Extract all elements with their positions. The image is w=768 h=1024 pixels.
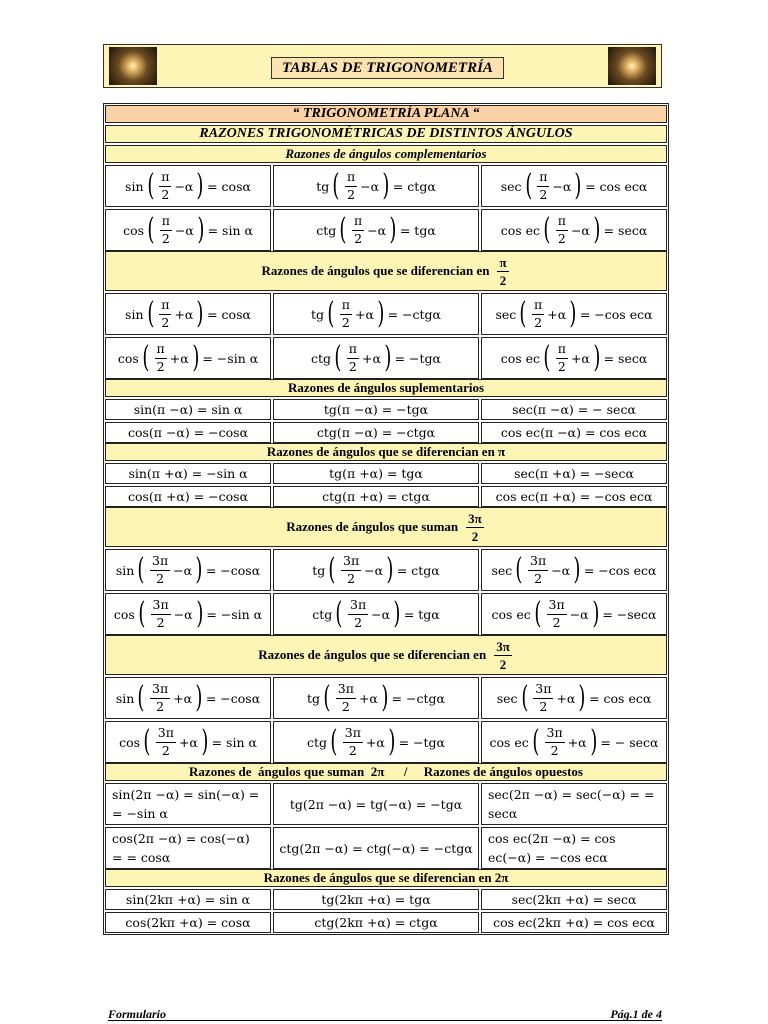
formula-group-supplementary <box>105 399 667 443</box>
function-name: tg <box>307 690 321 706</box>
footer-rule <box>108 1020 662 1021</box>
formula-result: = ctgα <box>392 178 436 194</box>
formula-row <box>105 209 667 251</box>
formula-cell: cos ec ( $\frac{\pi}{2}$ +α ) = secα <box>481 337 667 379</box>
formula-cell: sin ( $\frac{\pi}{2}$ +α ) = cosα <box>105 293 271 335</box>
formula-result: = tgα <box>403 606 440 622</box>
formula-cell: sin ( $\frac{3\pi}{2}$ +α ) = −cosα <box>105 677 271 719</box>
three-pi-half-fraction: $\frac{3\pi}{2}$ <box>468 510 482 544</box>
formula-cell: cos ( $\frac{3\pi}{2}$ −α ) = −sin α <box>105 593 271 635</box>
function-name: cos <box>123 222 145 238</box>
formula-cell: cos ec ( $\frac{3\pi}{2}$ −α ) = −secα <box>481 593 667 635</box>
angle-fraction: $\frac{\pi}{2}$ <box>348 341 357 374</box>
function-name: cos ec <box>489 734 529 750</box>
formula-cell: cos(2kπ +α) = cosα <box>105 912 271 933</box>
function-name: tg <box>311 306 325 322</box>
formula-cell: cos ( $\frac{3\pi}{2}$ +α ) = sin α <box>105 721 271 763</box>
angle-fraction: $\frac{3\pi}{2}$ <box>157 725 174 758</box>
formula-row <box>105 463 667 484</box>
angle-fraction: $\frac{3\pi}{2}$ <box>337 681 354 714</box>
formula-row <box>105 422 667 443</box>
section-sum-3pi-half <box>105 507 667 547</box>
formula-cell: cos ( $\frac{\pi}{2}$ +α ) = −sin α <box>105 337 271 379</box>
angle-fraction: $\frac{3\pi}{2}$ <box>344 725 361 758</box>
formula-cell: cos ec ( $\frac{\pi}{2}$ −α ) = secα <box>481 209 667 251</box>
formula-cell: cos ( $\frac{\pi}{2}$ −α ) = sin α <box>105 209 271 251</box>
formula-row <box>105 721 667 763</box>
formula-group-sum-2pi <box>105 783 667 869</box>
formula-cell: ctg(2π −α) = ctg(−α) = −ctgα <box>273 827 479 869</box>
function-name: cos <box>119 734 141 750</box>
function-name: ctg <box>307 734 328 750</box>
formula-cell: sin(π −α) = sin α <box>105 399 271 420</box>
angle-fraction: $\frac{\pi}{2}$ <box>161 297 170 330</box>
formula-cell: tg ( $\frac{3\pi}{2}$ +α ) = −ctgα <box>273 677 479 719</box>
function-name: sec <box>496 690 518 706</box>
formula-group-differ-2pi <box>105 889 667 933</box>
section-differ-3pi-half <box>105 635 667 675</box>
angle-fraction: $\frac{\pi}{2}$ <box>534 297 543 330</box>
formula-row <box>105 486 667 507</box>
formula-group-complementary <box>105 165 667 251</box>
formula-cell: sin ( $\frac{\pi}{2}$ −α ) = cosα <box>105 165 271 207</box>
formula-result: = −cos ecα <box>583 562 657 578</box>
formula-cell: sin ( $\frac{3\pi}{2}$ −α ) = −cosα <box>105 549 271 591</box>
function-name: ctg <box>316 222 337 238</box>
section-differ-pi-half <box>105 251 667 291</box>
formula-cell: tg ( $\frac{\pi}{2}$ −α ) = ctgα <box>273 165 479 207</box>
formula-result: = −ctgα <box>391 690 445 706</box>
formula-cell: sec(π −α) = − secα <box>481 399 667 420</box>
formula-result: = tgα <box>399 222 436 238</box>
formula-cell: tg(2kπ +α) = tgα <box>273 889 479 910</box>
function-name: cos <box>113 606 135 622</box>
formula-cell: cos ec(π +α) = −cos ecα <box>481 486 667 507</box>
function-name: tg <box>316 178 330 194</box>
formula-result: = −cosα <box>205 562 261 578</box>
formula-result: = cosα <box>207 178 251 194</box>
angle-fraction: $\frac{\pi}{2}$ <box>353 213 363 246</box>
formula-cell: cos(2π −α) = cos(−α) = = cosα <box>105 827 271 869</box>
formula-cell: ctg ( $\frac{\pi}{2}$ +α ) = −tgα <box>273 337 479 379</box>
formula-cell: sec(π +α) = −secα <box>481 463 667 484</box>
section-differ-2pi: Razones de ángulos que se diferencian en 2π <box>105 869 667 887</box>
function-name: cos ec <box>500 222 541 238</box>
fireworks-image-left <box>109 47 157 85</box>
formula-result: = −secα <box>602 606 657 622</box>
formula-cell: sec(2kπ +α) = secα <box>481 889 667 910</box>
angle-fraction: $\frac{3\pi}{2}$ <box>350 597 367 630</box>
formula-cell: tg(2π −α) = tg(−α) = −tgα <box>273 783 479 825</box>
fireworks-image-right <box>608 47 656 85</box>
formula-row <box>105 165 667 207</box>
formula-cell: ctg(π −α) = −ctgα <box>273 422 479 443</box>
formula-cell: tg(π −α) = −tgα <box>273 399 479 420</box>
three-pi-half-fraction: $\frac{3\pi}{2}$ <box>496 638 510 672</box>
formula-row <box>105 677 667 719</box>
angle-fraction: $\frac{3\pi}{2}$ <box>343 553 360 586</box>
formula-result: = −sin α <box>202 350 259 366</box>
function-name: sin <box>115 562 135 578</box>
formula-result: = −cos ecα <box>579 306 653 322</box>
formula-result: = − secα <box>600 734 659 750</box>
formula-cell: tg(π +α) = tgα <box>273 463 479 484</box>
formula-cell: cos ec ( $\frac{3\pi}{2}$ +α ) = − secα <box>481 721 667 763</box>
angle-fraction: $\frac{\pi}{2}$ <box>161 169 170 202</box>
formula-result: = cos ecα <box>585 178 648 194</box>
formula-row <box>105 293 667 335</box>
function-name: sin <box>125 306 144 322</box>
function-name: ctg <box>312 606 333 622</box>
angle-fraction: $\frac{3\pi}{2}$ <box>546 725 563 758</box>
formula-cell: ctg ( $\frac{3\pi}{2}$ −α ) = tgα <box>273 593 479 635</box>
section-subtitle: RAZONES TRIGONOMÉTRICAS DE DISTINTOS ÁNGULOS <box>105 125 667 143</box>
formula-result: = −tgα <box>394 350 441 366</box>
section-sum-3pi-half-label: Razones de ángulos que suman <box>286 519 459 534</box>
formula-cell: tg ( $\frac{3\pi}{2}$ −α ) = ctgα <box>273 549 479 591</box>
section-differ-3pi-half-label: Razones de ángulos que se diferencian en <box>258 647 487 662</box>
formula-result: = secα <box>603 222 648 238</box>
pi-half-fraction: $\frac{\pi}{2}$ <box>499 254 507 288</box>
angle-fraction: $\frac{\pi}{2}$ <box>341 297 350 330</box>
angle-fraction: $\frac{3\pi}{2}$ <box>152 597 169 630</box>
formula-result: = secα <box>603 350 648 366</box>
formula-cell: cos(π +α) = −cosα <box>105 486 271 507</box>
formula-row <box>105 827 667 869</box>
trig-table <box>103 103 669 935</box>
formula-cell: sec ( $\frac{3\pi}{2}$ +α ) = cos ecα <box>481 677 667 719</box>
formula-cell: ctg ( $\frac{3\pi}{2}$ +α ) = −tgα <box>273 721 479 763</box>
page-number: Pág.1 de 4 <box>610 1007 662 1021</box>
formula-row <box>105 783 667 825</box>
formula-cell: cos(π −α) = −cosα <box>105 422 271 443</box>
page-header <box>103 44 662 88</box>
angle-fraction: $\frac{\pi}{2}$ <box>346 169 356 202</box>
footer-label: Formulario <box>108 1007 167 1021</box>
page-title: TABLAS DE TRIGONOMETRÍA <box>271 57 504 79</box>
section-sum-2pi-opposite: Razones de ángulos que suman 2π / Razones de ángulos opuestos <box>105 763 667 781</box>
function-name: sec <box>491 562 513 578</box>
formula-cell: sin(2π −α) = sin(−α) = = −sin α <box>105 783 271 825</box>
formula-result: = ctgα <box>396 562 440 578</box>
angle-fraction: $\frac{3\pi}{2}$ <box>535 681 552 714</box>
formula-cell: sec ( $\frac{3\pi}{2}$ −α ) = −cos ecα <box>481 549 667 591</box>
function-name: sec <box>500 178 522 194</box>
angle-fraction: $\frac{\pi}{2}$ <box>557 341 566 374</box>
formula-group-sum-3pi-half <box>105 549 667 635</box>
formula-cell: sec(2π −α) = sec(−α) = = secα <box>481 783 667 825</box>
formula-row <box>105 337 667 379</box>
angle-fraction: $\frac{3\pi}{2}$ <box>152 553 169 586</box>
formula-cell: sec ( $\frac{\pi}{2}$ +α ) = −cos ecα <box>481 293 667 335</box>
function-name: sin <box>115 690 135 706</box>
angle-fraction: $\frac{\pi}{2}$ <box>539 169 548 202</box>
function-name: cos <box>117 350 139 366</box>
function-name: sec <box>495 306 517 322</box>
formula-result: = cos ecα <box>589 690 652 706</box>
angle-fraction: $\frac{\pi}{2}$ <box>557 213 566 246</box>
formula-cell: cos ec(2π −α) = cos ec(−α) = −cos ecα <box>481 827 667 869</box>
formula-cell: sec ( $\frac{\pi}{2}$ −α ) = cos ecα <box>481 165 667 207</box>
formula-result: = −sin α <box>206 606 263 622</box>
formula-row <box>105 593 667 635</box>
section-complementary: Razones de ángulos complementarios <box>105 145 667 163</box>
formula-cell: cos ec(π −α) = cos ecα <box>481 422 667 443</box>
formula-result: = cosα <box>207 306 251 322</box>
formula-cell: ctg(π +α) = ctgα <box>273 486 479 507</box>
formula-cell: tg ( $\frac{\pi}{2}$ +α ) = −ctgα <box>273 293 479 335</box>
formula-row <box>105 399 667 420</box>
formula-cell: cos ec(2kπ +α) = cos ecα <box>481 912 667 933</box>
function-name: cos ec <box>500 350 541 366</box>
function-name: ctg <box>311 350 332 366</box>
formula-row <box>105 889 667 910</box>
function-name: sin <box>125 178 144 194</box>
formula-group-differ-pi-half <box>105 293 667 379</box>
function-name: tg <box>312 562 326 578</box>
formula-cell: ctg(2kπ +α) = ctgα <box>273 912 479 933</box>
angle-fraction: $\frac{3\pi}{2}$ <box>530 553 547 586</box>
function-name: cos ec <box>491 606 531 622</box>
formula-result: = sin α <box>211 734 257 750</box>
section-supplementary: Razones de ángulos suplementarios <box>105 379 667 397</box>
formula-group-differ-pi <box>105 463 667 507</box>
formula-cell: sin(2kπ +α) = sin α <box>105 889 271 910</box>
formula-result: = sin α <box>207 222 253 238</box>
formula-result: = −cosα <box>205 690 261 706</box>
angle-fraction: $\frac{3\pi}{2}$ <box>548 597 565 630</box>
section-differ-pi-half-label: Razones de ángulos que se diferencian en <box>261 263 490 278</box>
angle-fraction: $\frac{\pi}{2}$ <box>156 341 165 374</box>
angle-fraction: $\frac{3\pi}{2}$ <box>152 681 169 714</box>
section-main-title: “ TRIGONOMETRÍA PLANA “ <box>105 105 667 123</box>
section-differ-pi: Razones de ángulos que se diferencian en π <box>105 443 667 461</box>
formula-group-differ-3pi-half <box>105 677 667 763</box>
formula-cell: ctg ( $\frac{\pi}{2}$ −α ) = tgα <box>273 209 479 251</box>
formula-row <box>105 912 667 933</box>
formula-result: = −ctgα <box>387 306 441 322</box>
formula-row <box>105 549 667 591</box>
angle-fraction: $\frac{\pi}{2}$ <box>161 213 170 246</box>
formula-result: = −tgα <box>398 734 445 750</box>
formula-cell: sin(π +α) = −sin α <box>105 463 271 484</box>
